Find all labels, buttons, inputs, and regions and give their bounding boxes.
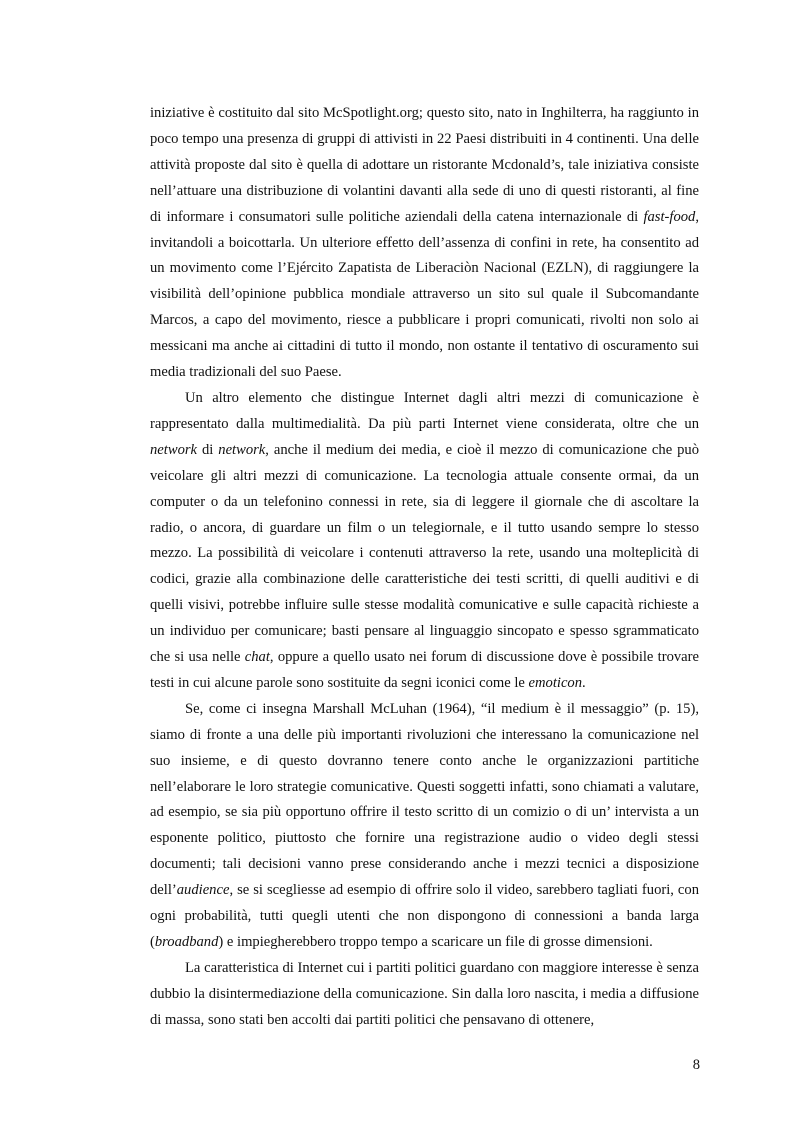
italic-term: network (218, 441, 266, 458)
text-run: iniziative è costituito dal sito McSpotlight.org; questo sito, nato in Inghilterra, ha raggiunto in poco tempo una presenza di gruppi di attivisti in 22 Paesi distribuiti in 4 continenti. Una delle attività proposte dal sito è quella di adottare un ristorante Mcdonald’s, tale iniziativa consiste nell’attuare una distribuzione di volantini davanti alla sede di uno di questi ristoranti, al fine di informare i consumatori sulle politiche aziendali della catena internazionale di (150, 105, 699, 225)
text-run: Un altro elemento che distingue Internet dagli altri mezzi di comunicazione è rappresentato dalla multimedialità. Da più parti Internet viene considerata, oltre che un (150, 389, 699, 432)
text-run: Se, come ci insegna Marshall McLuhan (1964), “il medium è il messaggio” (p. 15), siamo di fronte a una delle più importanti rivoluzioni che interessano la comunicazione nel suo insieme, e di questo dovranno tenere conto anche le organizzazioni partitiche nell’elaborare le loro strategie comunicative. Questi soggetti infatti, sono chiamati a valutare, ad esempio, se sia più opportuno offrire il testo scritto di un comizio o di un’ intervista a un esponente politico, piuttosto che fornire una registrazione audio o video degli stessi documenti; tali decisioni vanno prese considerando anche i mezzi tecnici a disposizione dell’ (150, 700, 699, 899)
page-number: 8 (692, 1057, 700, 1073)
italic-term: network (150, 441, 198, 458)
paragraph-4 (150, 956, 699, 1034)
text-run: , se si scegliesse ad esempio di offrire solo il video, sarebbero tagliati fuori, con ogni probabilità, tutti quegli utenti che non dispongono di connessioni a banda larga ( (150, 882, 699, 950)
paragraph-3 (150, 697, 699, 956)
italic-term: broadband (154, 934, 219, 950)
text-run: , invitandoli a boicottarla. Un ulteriore effetto dell’assenza di confini in rete, ha consentito ad un movimento come l’Ejército Zapatista de Liberaciòn Nacional (EZLN), di raggiungere la visibilità dell’opinione pubblica mondiale attraverso un sito sul quale il Subcomandante Marcos, a capo del movimento, riesce a pubblicare i propri comunicati, rivolti non solo ai messicani ma anche ai cittadini di tutto il mondo, non ostante il tentativo di oscuramento sui media tradizionali del suo Paese. (150, 208, 699, 381)
paragraph-2 (150, 386, 699, 697)
text-run: di (197, 441, 219, 458)
italic-term: emoticon (528, 674, 583, 691)
text-run: . (582, 674, 586, 691)
text-run: La caratteristica di Internet cui i partiti politici guardano con maggiore interesse è senza dubbio la disintermediazione della comunicazione. Sin dalla loro nascita, i media a diffusione di massa, sono stati ben accolti dai partiti politici che pensavano di ottenere, (150, 959, 699, 1028)
paragraph-1 (150, 101, 699, 386)
italic-term: fast-food (643, 208, 696, 225)
italic-term: chat (244, 649, 270, 666)
page-body (150, 101, 699, 1034)
text-run: , anche il medium dei media, e cioè il mezzo di comunicazione che può veicolare gli altri mezzi di comunicazione. La tecnologia attuale consente ormai, da un computer o da un telefonino connessi in rete, sia di leggere il giornale che di ascoltare la radio, o ancora, di guardare un film o un telegiornale, e il tutto usando sempre lo stesso mezzo. La possibilità di veicolare i contenuti attraverso la rete, usando una molteplicità di codici, grazie alla combinazione delle caratteristiche dei testi scritti, di quelli auditivi e di quelli visivi, potrebbe influire sulle stesse modalità comunicative e sulle capacità richieste a un individuo per comunicare; basti pensare al linguaggio sincopato e spesso sgrammaticato che si usa nelle (150, 441, 699, 666)
text-run: , oppure a quello usato nei forum di discussione dove è possibile trovare testi in cui alcune parole sono sostituite da segni iconici come le (150, 649, 699, 691)
text-run: ) e impiegherebbero troppo tempo a scaricare un file di grosse dimensioni. (218, 934, 653, 950)
italic-term: audience (176, 882, 230, 899)
